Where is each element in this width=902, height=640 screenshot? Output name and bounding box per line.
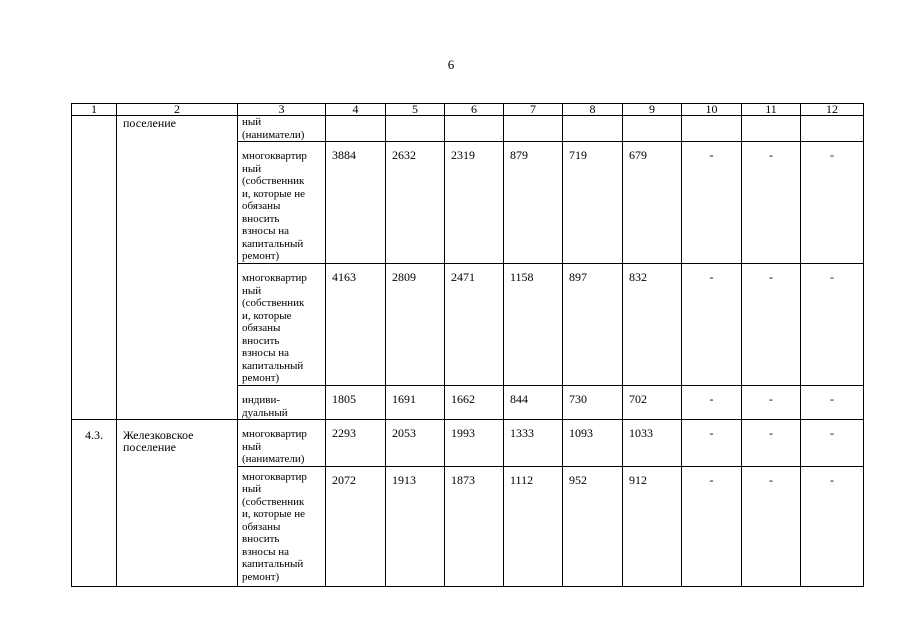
value-cell: 3884 (326, 142, 386, 264)
value-cell: 4163 (326, 264, 386, 386)
value-cell: 952 (563, 466, 623, 586)
header-cell: 6 (445, 104, 504, 116)
value-cell: - (682, 420, 742, 467)
value-cell (742, 116, 801, 142)
value-cell: - (801, 420, 864, 467)
header-cell: 9 (623, 104, 682, 116)
header-cell: 10 (682, 104, 742, 116)
value-cell: - (742, 386, 801, 420)
value-cell: 1093 (563, 420, 623, 467)
value-cell (801, 116, 864, 142)
header-row (72, 104, 864, 116)
value-cell: 2632 (386, 142, 445, 264)
value-cell: 719 (563, 142, 623, 264)
value-cell: 1158 (504, 264, 563, 386)
value-cell: 1691 (386, 386, 445, 420)
value-cell: 730 (563, 386, 623, 420)
row-number-cell (72, 116, 117, 420)
value-cell (623, 116, 682, 142)
value-cell (563, 116, 623, 142)
housing-type-cell: многоквартир ный (наниматели) (238, 420, 326, 467)
housing-type-cell: индиви- дуальный (238, 386, 326, 420)
value-cell: 1112 (504, 466, 563, 586)
value-cell: 2053 (386, 420, 445, 467)
value-cell (326, 116, 386, 142)
value-cell: 2471 (445, 264, 504, 386)
settlement-name-cell: Железковское поселение (117, 420, 238, 587)
value-cell: - (801, 386, 864, 420)
header-cell: 7 (504, 104, 563, 116)
value-cell: 702 (623, 386, 682, 420)
header-cell: 2 (117, 104, 238, 116)
table-row (72, 420, 864, 467)
value-cell: 879 (504, 142, 563, 264)
value-cell: 2319 (445, 142, 504, 264)
value-cell: 2293 (326, 420, 386, 467)
table-row (72, 116, 864, 142)
value-cell: 844 (504, 386, 563, 420)
value-cell: - (682, 142, 742, 264)
header-cell: 11 (742, 104, 801, 116)
housing-type-cell: многоквартир ный (собственник и, которые обязаны вносить взносы на капитальный ремонт) (238, 264, 326, 386)
value-cell: - (742, 466, 801, 586)
value-cell: 1913 (386, 466, 445, 586)
value-cell: 1033 (623, 420, 682, 467)
housing-type-cell: ный (наниматели) (238, 116, 326, 142)
value-cell: - (682, 466, 742, 586)
value-cell: 1993 (445, 420, 504, 467)
header-cell: 3 (238, 104, 326, 116)
header-cell: 4 (326, 104, 386, 116)
value-cell: 912 (623, 466, 682, 586)
value-cell: 1805 (326, 386, 386, 420)
value-cell: - (801, 264, 864, 386)
header-cell: 12 (801, 104, 864, 116)
value-cell: 1662 (445, 386, 504, 420)
value-cell: 897 (563, 264, 623, 386)
value-cell (386, 116, 445, 142)
settlement-name-cell: поселение (117, 116, 238, 420)
value-cell (682, 116, 742, 142)
value-cell: 2072 (326, 466, 386, 586)
header-cell: 1 (72, 104, 117, 116)
page-number: 6 (447, 57, 455, 72)
value-cell: - (742, 264, 801, 386)
value-cell: - (742, 142, 801, 264)
value-cell: - (801, 142, 864, 264)
header-cell: 5 (386, 104, 445, 116)
header-cell: 8 (563, 104, 623, 116)
value-cell: - (682, 386, 742, 420)
value-cell: 1333 (504, 420, 563, 467)
tariff-table (71, 103, 864, 587)
value-cell: - (682, 264, 742, 386)
housing-type-cell: многоквартир ный (собственник и, которые не обязаны вносить взносы на капитальный ремонт) (238, 466, 326, 586)
value-cell (445, 116, 504, 142)
housing-type-cell: многоквартир ный (собственник и, которые не обязаны вносить взносы на капитальный ремонт) (238, 142, 326, 264)
value-cell (504, 116, 563, 142)
value-cell: 832 (623, 264, 682, 386)
value-cell: - (742, 420, 801, 467)
value-cell: 1873 (445, 466, 504, 586)
value-cell: - (801, 466, 864, 586)
value-cell: 2809 (386, 264, 445, 386)
value-cell: 679 (623, 142, 682, 264)
row-number-cell: 4.3. (72, 420, 117, 587)
